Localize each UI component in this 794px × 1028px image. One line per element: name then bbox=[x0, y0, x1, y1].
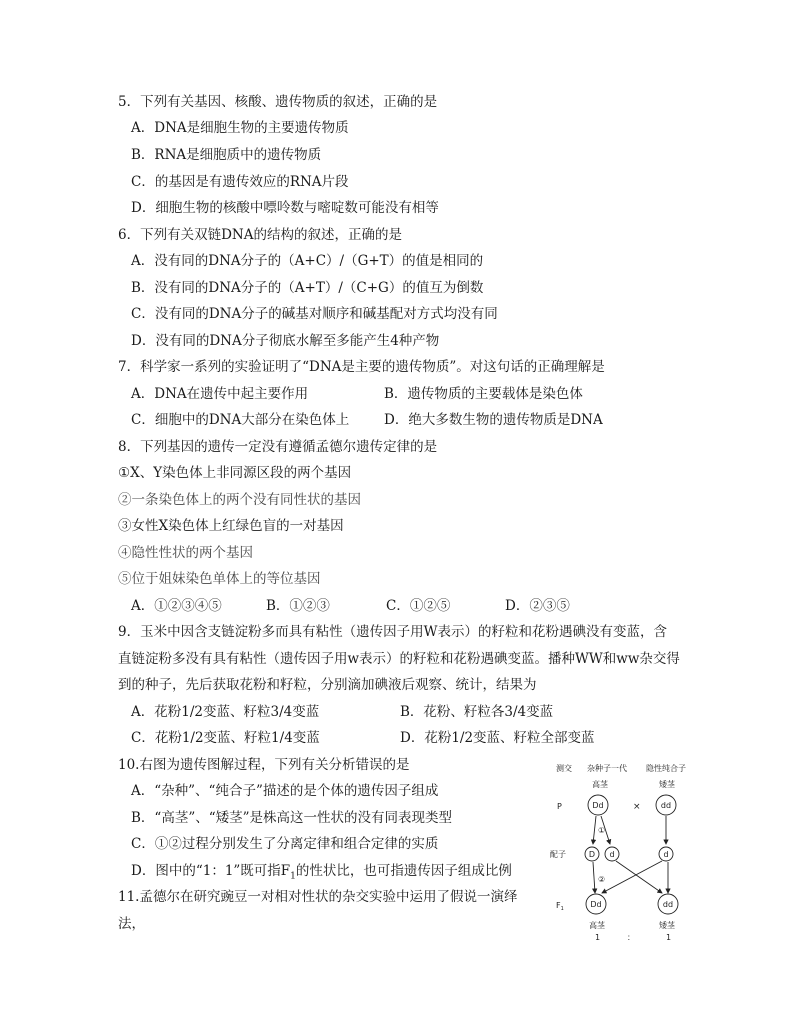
q6-option-a: A．没有同的DNA分子的（A+C）/（G+T）的值是相同的 bbox=[131, 253, 484, 269]
diagram-label-short-top: 矮茎 bbox=[659, 780, 675, 789]
arrow-big-d-to-f1-left bbox=[593, 862, 595, 893]
q8-item-1: ①X、Y染色体上非同源区段的两个基因 bbox=[118, 465, 352, 481]
gamete-small-d: d bbox=[609, 850, 615, 859]
offspring-recessive-genotype: dd bbox=[662, 900, 674, 909]
q9-option-d: D．花粉1/2变蓝、籽粒全部变蓝 bbox=[400, 730, 595, 746]
q8-option-b: B．①②③ bbox=[266, 598, 330, 614]
ratio-right: 1 bbox=[666, 933, 672, 942]
diagram-row-f1 bbox=[556, 901, 564, 912]
f1-main: F bbox=[556, 901, 561, 910]
q5-option-d: D．细胞生物的核酸中嘌呤数与嘧啶数可能没有相等 bbox=[131, 200, 439, 216]
diagram-label-tall-top: 高茎 bbox=[592, 780, 608, 789]
step-1-label: ① bbox=[598, 826, 606, 835]
q8-stem: 8．下列基因的遗传一定没有遵循孟德尔遗传定律的是 bbox=[118, 439, 438, 455]
q11-line-2: 法， bbox=[118, 916, 145, 932]
q9-option-c: C．花粉1/2变蓝、籽粒1/4变蓝 bbox=[131, 730, 320, 746]
diagram-header-cross: 测交 bbox=[556, 764, 572, 773]
q5-option-b: B．RNA是细胞质中的遗传物质 bbox=[131, 147, 322, 163]
q8-item-4: ④隐性性状的两个基因 bbox=[118, 545, 253, 561]
q10-option-c: C．①②过程分别发生了分离定律和组合定律的实质 bbox=[131, 836, 439, 852]
arrow-recessive-d-to-f1-left bbox=[602, 861, 662, 893]
q9-option-a: A．花粉1/2变蓝、籽粒3/4变蓝 bbox=[131, 704, 320, 720]
q8-option-a: A．①②③④⑤ bbox=[131, 598, 222, 614]
cross-sign: × bbox=[633, 802, 641, 812]
diagram-label-short-bottom: 矮茎 bbox=[659, 921, 675, 930]
genetic-cross-diagram bbox=[540, 758, 710, 948]
ratio-colon: ： bbox=[627, 933, 635, 942]
q6-option-d: D．没有同的DNA分子彻底水解至多能产生4种产物 bbox=[131, 333, 440, 349]
q10-option-d bbox=[131, 861, 512, 887]
q6-option-c: C．没有同的DNA分子的碱基对顺序和碱基配对方式均没有同 bbox=[131, 306, 498, 322]
q6-option-b: B．没有同的DNA分子的（A+T）/（C+G）的值互为倒数 bbox=[131, 280, 484, 296]
diagram-row-p: P bbox=[557, 802, 562, 811]
q8-item-3: ③女性X染色体上红绿色盲的一对基因 bbox=[118, 518, 344, 534]
arrow-small-d-to-f1-right bbox=[616, 861, 662, 893]
q10-option-b: B．“高茎”、“矮茎”是株高这一性状的没有同表现类型 bbox=[131, 810, 453, 826]
q10-stem: 10.右图为遗传图解过程，下列有关分析错误的是 bbox=[118, 757, 410, 773]
q7-option-d: D．绝大多数生物的遗传物质是DNA bbox=[384, 412, 603, 428]
q7-option-b: B．遗传物质的主要载体是染色体 bbox=[384, 386, 583, 402]
q9-option-b: B．花粉、籽粒各3/4变蓝 bbox=[400, 704, 554, 720]
q5-option-c: C．的基因是有遗传效应的RNA片段 bbox=[131, 174, 349, 190]
q10-option-d-before: D．图中的“1：1”既可指F bbox=[131, 863, 291, 879]
offspring-hybrid-genotype: Dd bbox=[590, 900, 602, 909]
gamete-recessive-d: d bbox=[663, 850, 669, 859]
q7-stem: 7．科学家一系列的实验证明了“DNA是主要的遗传物质”。对这句话的正确理解是 bbox=[118, 359, 605, 375]
q9-stem-line-3: 到的种子，先后获取花粉和籽粒，分别滴加碘液后观察、统计，结果为 bbox=[118, 677, 537, 693]
q10-option-a: A．“杂种”、“纯合子”描述的是个体的遗传因子组成 bbox=[131, 783, 439, 799]
q8-option-c: C．①②⑤ bbox=[386, 598, 451, 614]
q8-item-2: ②一条染色体上的两个没有同性状的基因 bbox=[118, 492, 361, 508]
step-2-label: ② bbox=[598, 875, 606, 884]
parent-recessive-genotype: dd bbox=[660, 801, 672, 810]
diagram-header-hybrid: 杂种子一代 bbox=[587, 764, 627, 773]
diagram-label-tall-bottom: 高茎 bbox=[589, 921, 605, 930]
q8-item-5: ⑤位于姐妹染色单体上的等位基因 bbox=[118, 571, 321, 587]
q10-option-d-subscript: 1 bbox=[290, 871, 296, 882]
ratio-left: 1 bbox=[595, 933, 601, 942]
q11-line-1: 11.孟德尔在研究豌豆一对相对性状的杂交实验中运用了假说一演绎 bbox=[118, 889, 518, 905]
gamete-big-d: D bbox=[588, 850, 596, 859]
q6-stem: 6．下列有关双链DNA的结构的叙述，正确的是 bbox=[118, 227, 402, 243]
q7-option-c: C．细胞中的DNA大部分在染色体上 bbox=[131, 412, 350, 428]
q7-option-a: A．DNA在遗传中起主要作用 bbox=[131, 386, 309, 402]
parent-hybrid-genotype: Dd bbox=[592, 801, 604, 810]
diagram-header-recessive: 隐性纯合子 bbox=[646, 764, 686, 773]
q8-option-d: D．②③⑤ bbox=[505, 598, 570, 614]
arrow-to-gamete-big-d bbox=[593, 816, 596, 844]
f1-sub: 1 bbox=[560, 906, 564, 912]
q9-stem-line-1: 9．玉米中因含支链淀粉多而具有粘性（遗传因子用W表示）的籽粒和花粉遇碘没有变蓝，含 bbox=[118, 624, 667, 640]
q5-stem: 5．下列有关基因、核酸、遗传物质的叙述，正确的是 bbox=[118, 94, 438, 110]
q9-stem-line-2: 直链淀粉多没有具有粘性（遗传因子用w表示）的籽粒和花粉遇碘变蓝。播种WW和ww杂交得 bbox=[118, 651, 680, 667]
diagram-row-gamete: 配子 bbox=[550, 850, 566, 859]
q10-option-d-after: 的性状比，也可指遗传因子组成比例 bbox=[295, 863, 512, 879]
q5-option-a: A．DNA是细胞生物的主要遗传物质 bbox=[131, 120, 349, 136]
